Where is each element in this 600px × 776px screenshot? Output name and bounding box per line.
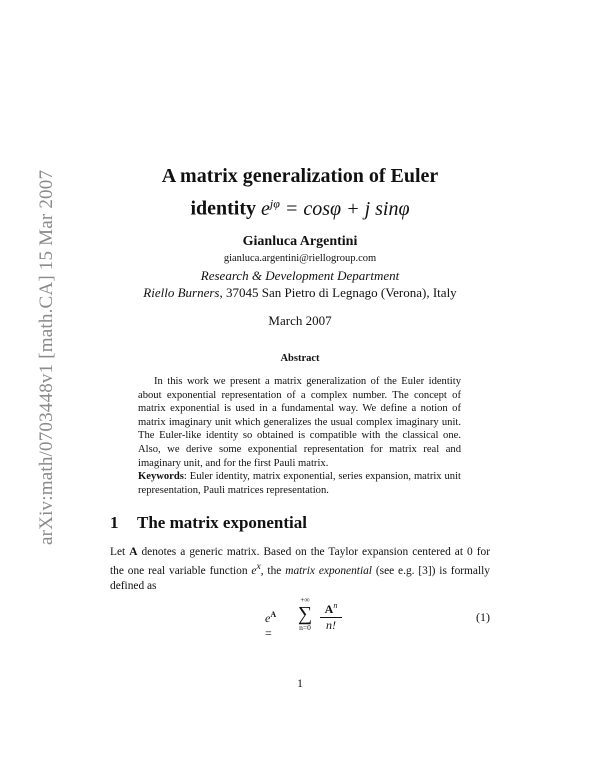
company-address: , 37045 San Pietro di Legnago (Verona), Italy bbox=[219, 285, 457, 300]
abstract-heading: Abstract bbox=[280, 353, 320, 364]
fraction-numerator: $A^n$ bbox=[320, 598, 342, 618]
summation bbox=[295, 596, 315, 632]
sum-lower-limit: n=0 bbox=[299, 623, 311, 632]
matrix-exponential-term: matrix exponential bbox=[285, 564, 372, 577]
section-number: 1 bbox=[110, 513, 119, 532]
arxiv-identifier: arXiv:math/0703448v1 [math.CA] 15 Mar 2007 bbox=[36, 169, 57, 545]
fraction-denominator: n! bbox=[326, 618, 336, 632]
author-block bbox=[0, 232, 600, 329]
abstract-text: In this work we present a matrix generalization of the Euler identity about exponential representation of a complex number. The concept of matrix exponential is used in a fundamental way. We define a notion of matrix imaginary unit which generalizes the usual complex imaginary unit. The Euler-like identity so obtained is compatible with the classical one. Also, we derive some exponential representation for matrix real and imaginary unit, and for the first Pauli matrix. bbox=[138, 376, 461, 469]
paper-title bbox=[0, 163, 600, 223]
keywords bbox=[138, 470, 461, 497]
section-heading bbox=[110, 513, 307, 533]
author-email: gianluca.argentini@riellogroup.com bbox=[223, 253, 377, 264]
keywords-label: Keywords bbox=[138, 471, 184, 483]
company-name: Riello Burners bbox=[143, 285, 220, 300]
equation-1 bbox=[110, 596, 490, 640]
fraction bbox=[320, 598, 342, 633]
function-ex: $e^x$ bbox=[251, 562, 261, 577]
keywords-list: : Euler identity, matrix exponential, series expansion, matrix unit representation, Pauli matrices representation. bbox=[138, 471, 461, 496]
sum-symbol: ∑ bbox=[297, 603, 313, 625]
section-title: The matrix exponential bbox=[137, 513, 307, 532]
matrix-A: A bbox=[129, 546, 138, 558]
sum-upper-limit: +∞ bbox=[300, 595, 310, 604]
body-paragraph: Let A denotes a generic matrix. Based on the Taylor expansion centered at 0 for the one real variable function $e^x$, the matrix exponential (see e.g. [3]) is formally defined as bbox=[110, 546, 490, 592]
title-line-1: A matrix generalization of Euler bbox=[161, 165, 439, 187]
page-number: 1 bbox=[297, 678, 303, 690]
paper-date: March 2007 bbox=[268, 313, 332, 328]
title-word-identity: identity bbox=[190, 197, 256, 220]
title-formula: $e^{j\varphi} = \cos\varphi + j$ sinφ bbox=[261, 196, 410, 220]
equation-lhs: $e^A$ = bbox=[265, 610, 277, 640]
author-name: Gianluca Argentini bbox=[242, 234, 358, 249]
author-department: Research & Development Department bbox=[200, 268, 400, 283]
author-affiliation bbox=[0, 284, 600, 301]
title-line-2 bbox=[0, 190, 600, 223]
equation-number: (1) bbox=[476, 610, 490, 624]
abstract-body bbox=[138, 375, 461, 497]
